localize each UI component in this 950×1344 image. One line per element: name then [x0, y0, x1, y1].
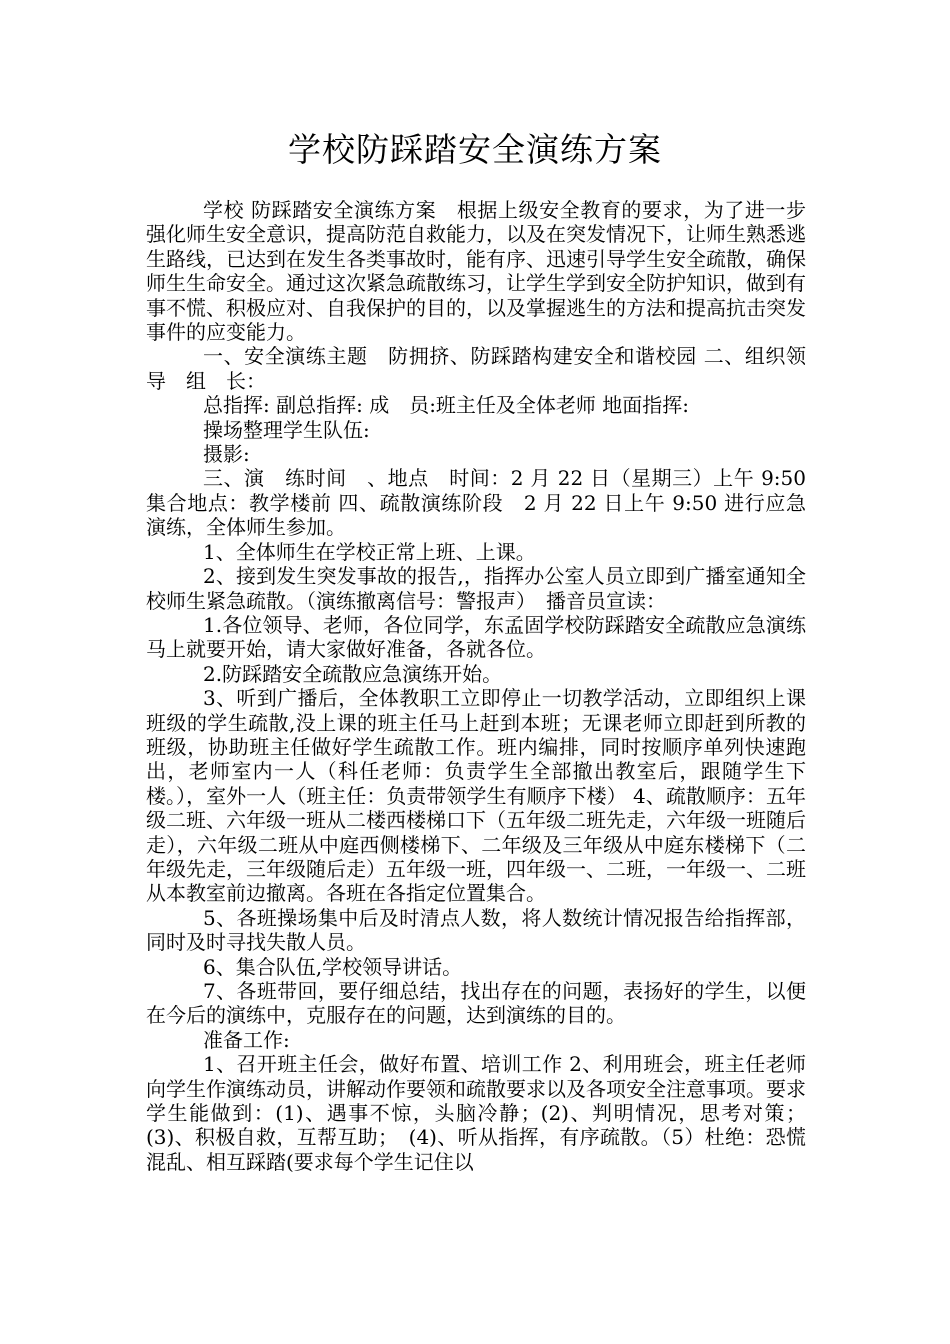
paragraph: 1、全体师生在学校正常上班、上课。	[203, 539, 536, 564]
paragraph: 摄影:	[203, 442, 250, 467]
paragraph: 总指挥: 副总指挥: 成 员:班主任及全体老师 地面指挥:	[203, 393, 690, 418]
paragraph: 2、接到发生突发事故的报告,，指挥办公室人员立即到广播室通知全校师生紧急疏散。（演练撤离信号：警报声） 播音员宣读：	[146, 564, 806, 613]
paragraph: 5、各班操场集中后及时清点人数，将人数统计情况报告给指挥部，同时及时寻找失散人员。	[146, 905, 806, 955]
paragraph: 1、召开班主任会，做好布置、培训工作 2、利用班会，班主任老师向学生作演练动员，讲解动作要领和疏散要求以及各项安全注意事项。要求学生能做到：(1)、遇事不惊，头脑冷静；(2)、判明情况，思考对策；(3)、积极自救，互帮互助； (4)、听从指挥，有序疏散。（5）杜绝：恐慌混乱、相互踩踏(要求每个学生记住以	[146, 1052, 806, 1174]
paragraph: 1.各位领导、老师，各位同学，东孟固学校防踩踏安全疏散应急演练马上就要开始，请大家做好准备，各就各位。	[146, 612, 806, 662]
document-body	[146, 198, 806, 1174]
paragraph: 3、听到广播后，全体教职工立即停止一切教学活动，立即组织上课班级的学生疏散,没上课的班主任马上赶到本班；无课老师立即赶到所教的班级，协助班主任做好学生疏散工作。班内编排，同时按顺序单列快速跑出，老师室内一人（科任老师：负责学生全部撤出教室后，跟随学生下楼。），室外一人（班主任：负责带领学生有顺序下楼） 4、疏散顺序：五年级二班、六年级一班从二楼西楼梯口下（五年级二班先走，六年级一班随后走），六年级二班从中庭西侧楼梯下、二年级及三年级从中庭东楼梯下（二年级先走，三年级随后走）五年级一班，四年级一、二班，一年级一、二班从本教室前边撤离。各班在各指定位置集合。	[146, 686, 806, 906]
paragraph: 三、演 练时间 、地点 时间：2 月 22 日（星期三）上午 9:50 集合地点：教学楼前 四、疏散演练阶段 2 月 22 日上午 9:50 进行应急演练，全体师生参加。	[146, 466, 806, 540]
document-title: 学校防踩踏安全演练方案	[288, 130, 662, 169]
paragraph: 一、安全演练主题 防拥挤、防踩踏构建安全和谐校园 二、组织领导 组 长：	[146, 344, 806, 393]
paragraph: 2.防踩踏安全疏散应急演练开始。	[203, 661, 503, 686]
paragraph: 操场整理学生队伍:	[203, 417, 370, 442]
paragraph: 6、集合队伍,学校领导讲话。	[203, 954, 463, 979]
paragraph: 7、各班带回，要仔细总结，找出存在的问题，表扬好的学生，以便在今后的演练中，克服存在的问题，达到演练的目的。	[146, 979, 806, 1028]
paragraph: 准备工作:	[203, 1027, 290, 1052]
paragraph: 学校 防踩踏安全演练方案 根据上级安全教育的要求，为了进一步强化师生安全意识，提高防范自救能力，以及在突发情况下，让师生熟悉逃生路线，已达到在发生各类事故时，能有序、迅速引导学生安全疏散，确保师生生命安全。通过这次紧急疏散练习，让学生学到安全防护知识，做到有事不慌、积极应对、自我保护的目的，以及掌握逃生的方法和提高抗击突发事件的应变能力。	[146, 198, 806, 345]
